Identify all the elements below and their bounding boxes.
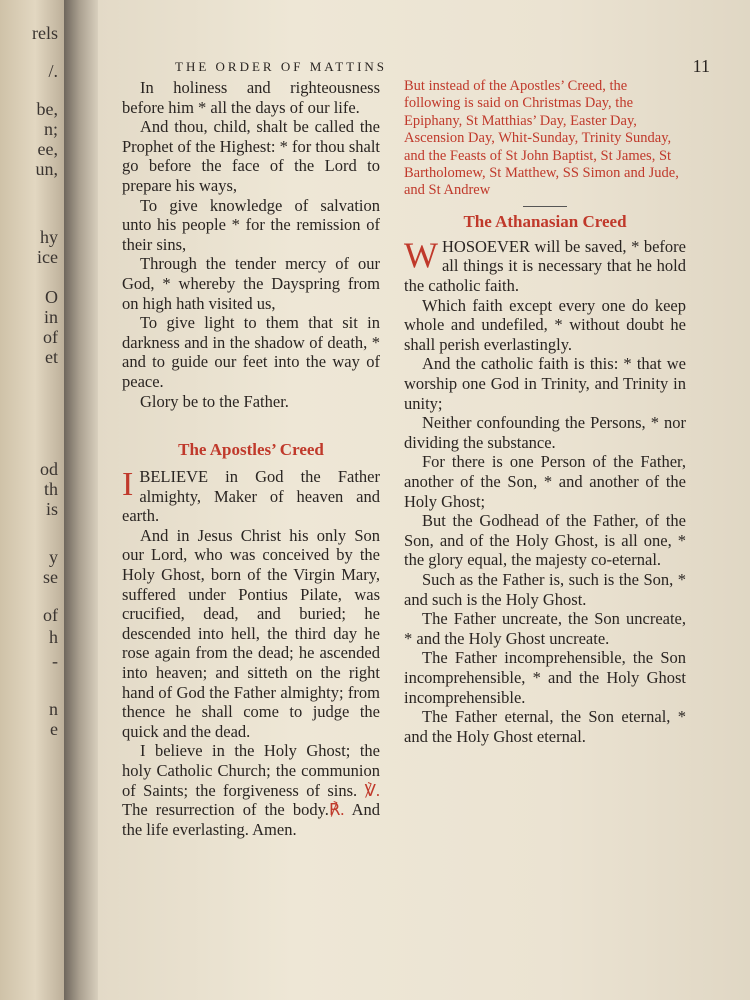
- facing-page-fragment: in: [43, 307, 58, 327]
- response-symbol: ℟.: [328, 800, 345, 820]
- creed-text: The resurrection of the body.: [122, 800, 329, 820]
- canticle-verse: And thou, child, shalt be called the Prophet of the Highest: * for thou shalt go before the face of the Lord to prepare his ways,: [122, 117, 381, 195]
- athanasian-creed-paragraph: Such as the Father is, such is the Son, * and such is the Holy Ghost.: [404, 569, 686, 609]
- divider-rule: [523, 206, 567, 207]
- page-number: 11: [692, 56, 710, 76]
- athanasian-creed-paragraph: The Father uncreate, the Son uncreate, * and the Holy Ghost uncreate.: [404, 609, 686, 648]
- creed-text: I believe in the Holy Ghost; the holy Catholic Church; the communion of Saints; the forgiveness of sins.: [122, 741, 380, 800]
- facing-page-fragment: et: [45, 347, 58, 367]
- canticle-verse: Through the tender mercy of our God, * whereby the Dayspring from on high hath visited us,: [122, 254, 380, 313]
- facing-page-fragment: be,: [36, 99, 58, 119]
- drop-cap: I: [122, 466, 134, 504]
- apostles-creed-heading: The Apostles’ Creed: [178, 440, 324, 460]
- canticle-verse: In holiness and righteousness before him * all the days of our life.: [122, 78, 380, 117]
- athanasian-creed-first-text: HOSOEVER will be saved, * before all things it is necessary that he hold the catholic faith.: [404, 236, 686, 296]
- facing-page-fragment: od: [40, 459, 58, 479]
- rubric-note: But instead of the Apostles’ Creed, the following is said on Christmas Day, the Epiphany, St Matthias’ Day, Easter Day, Ascension Day, Whit-Sunday, Trinity Sunday, and the Feasts of St John Baptist, St James, St Bartholomew, St Matthew, SS Simon and Jude, and St Andrew: [404, 78, 679, 199]
- apostles-creed-paragraph: [122, 741, 380, 839]
- page-header: [175, 56, 710, 78]
- facing-page-fragment: of: [43, 605, 58, 625]
- facing-page-fragment: of: [43, 327, 58, 347]
- facing-page-fragment: n;: [43, 119, 58, 139]
- athanasian-creed-paragraph: Neither confounding the Persons, * nor dividing the substance.: [404, 413, 686, 452]
- apostles-creed-first-text: BELIEVE in God the Father almighty, Maker of heaven and earth.: [122, 467, 380, 526]
- facing-page-fragment: hy: [40, 227, 58, 247]
- facing-page-fragment: th: [43, 479, 58, 499]
- facing-page-fragment: /.: [48, 61, 58, 81]
- athanasian-creed-paragraph: For there is one Person of the Father, another of the Son, * and another of the Holy Ghost;: [404, 452, 686, 511]
- athanasian-creed-paragraph: But the Godhead of the Father, of the Son, and of the Holy Ghost, is all one, * the glory equal, the majesty co-eternal.: [404, 511, 686, 570]
- facing-page-fragment: is: [45, 499, 58, 519]
- book-gutter: [64, 0, 98, 1000]
- facing-page-fragment: -: [52, 651, 58, 671]
- gloria-line: Glory be to the Father.: [140, 391, 289, 411]
- running-head: THE ORDER OF MATTINS: [175, 59, 388, 74]
- athanasian-creed-paragraph: Which faith except every one do keep whole and undefiled, * without doubt he shall perish everlastingly.: [404, 295, 686, 354]
- facing-page-fragment: n: [49, 699, 58, 719]
- facing-page-fragment: ee,: [37, 139, 58, 159]
- facing-page-fragment: un,: [35, 159, 58, 179]
- apostles-creed-paragraph: And in Jesus Christ his only Son our Lord, who was conceived by the Holy Ghost, born of the Virgin Mary, suffered under Pontius Pilate, was crucified, dead, and buried; he descended into hell, the third day he rose again from the dead; he ascended into heaven; and sitteth on the right hand of God the Father almighty; from thence he shall come to judge the quick and the dead.: [122, 525, 380, 741]
- left-column: [122, 78, 380, 839]
- facing-page-fragment: h: [49, 627, 58, 647]
- facing-page-edge: [0, 0, 64, 1000]
- creed-text: And the life everlasting. Amen.: [122, 800, 381, 839]
- apostles-creed-opening: [122, 467, 380, 526]
- facing-page-fragment: e: [50, 719, 58, 739]
- right-column: [404, 78, 686, 746]
- versicle-symbol: ℣.: [364, 780, 380, 800]
- athanasian-creed-heading: The Athanasian Creed: [463, 211, 627, 231]
- facing-page-fragment: se: [43, 567, 58, 587]
- facing-page-fragment: O: [45, 287, 58, 307]
- drop-cap: W: [404, 234, 438, 275]
- canticle-verse: To give knowledge of salvation unto his people * for the remission of their sins,: [122, 195, 380, 254]
- canticle-verse: To give light to them that sit in darkness and in the shadow of death, * and to guide our feet into the way of peace.: [122, 313, 380, 391]
- facing-page-fragment: y: [49, 547, 58, 567]
- athanasian-creed-paragraph: And the catholic faith is this: * that we worship one God in Trinity, and Trinity in unity;: [404, 354, 686, 413]
- facing-page-fragment: rels: [32, 23, 58, 43]
- athanasian-creed-opening: [404, 234, 686, 296]
- athanasian-creed-paragraph: The Father eternal, the Son eternal, * and the Holy Ghost eternal.: [404, 707, 686, 746]
- facing-page-fragment: ice: [37, 247, 58, 267]
- athanasian-creed-paragraph: The Father incomprehensible, the Son incomprehensible, * and the Holy Ghost incomprehensible.: [404, 648, 686, 707]
